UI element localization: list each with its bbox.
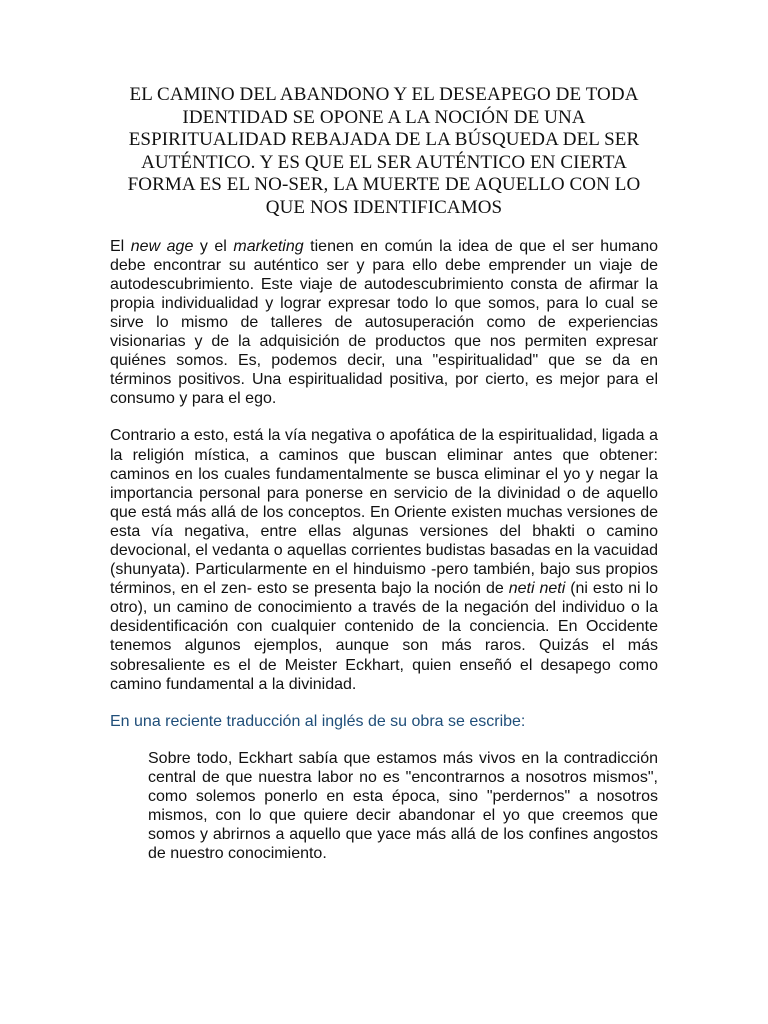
paragraph-text: (ni esto ni lo otro), un camino de conocimiento a través de la negación del individuo o la desidentificación con cualquier contenido de la conciencia. En Occidente tenemos algunos ejemplos, aunque son más raros. Quizás el más sobresaliente es el de Meister Eckhart, quien enseñó el desapego como camino fundamental a la divinidad.: [110, 580, 658, 693]
term-marketing: marketing: [233, 237, 304, 255]
paragraph-text: tienen en común la idea de que el ser humano debe encontrar su auténtico ser y para ello debe emprender un viaje de autodescubrimiento. Este viaje de autodescubrimiento consta de afirmar la propia individualidad y lograr expresar todo lo que somos, para lo cual se sirve lo mismo de talleres de autosuperación como de experiencias visionarias y de la adquisición de productos que nos permiten expresar quiénes somos. Es, podemos decir, una "espiritualidad" que se da en términos positivos. Una espiritualidad positiva, por cierto, es mejor para el consumo y para el ego.: [110, 237, 659, 408]
paragraph-text: y el: [193, 237, 234, 255]
paragraph-text: El: [110, 237, 131, 255]
document-title: EL CAMINO DEL ABANDONO Y EL DESEAPEGO DE TODA IDENTIDAD SE OPONE A LA NOCIÓN DE UNA ESPIRITUALIDAD REBAJADA DE LA BÚSQUEDA DEL SER AUTÉNTICO. Y ES QUE EL SER AUTÉNTICO EN CIERTA FORMA ES EL NO-SER, LA MUERTE DE AQUELLO CON LO QUE NOS IDENTIFICAMOS: [127, 84, 641, 218]
quote-intro: En una reciente traducción al inglés de su obra se escribe:: [110, 712, 526, 730]
document-page: [110, 84, 658, 863]
term-neti-neti: neti neti: [508, 580, 566, 598]
paragraph-via-negativa: [110, 426, 658, 693]
term-new-age: new age: [130, 237, 194, 255]
block-quote: Sobre todo, Eckhart sabía que estamos más vivos en la contradicción central de que nuestra labor no es "encontrarnos a nosotros mismos", como solemos ponerlo en esta época, sino "perdernos" a nosotros mismos, con lo que quiere decir abandonar el yo que creemos que somos y abrirnos a aquello que yace más allá de los confines angostos de nuestro conocimiento.: [148, 749, 658, 863]
paragraph-text: Contrario a esto, está la vía negativa o apofática de la espiritualidad, ligada a la religión mística, a caminos que buscan eliminar antes que obtener: caminos en los cuales fundamentalmente se busca eliminar el yo y negar la importancia personal para ponerse en servicio de la divinidad o de aquello que está más allá de los conceptos. En Oriente existen muchas versiones de esta vía negativa, entre ellas algunas versiones del bhakti o camino devocional, el vedanta o aquellas corrientes budistas basadas en la vacuidad (shunyata). Particularmente en el hinduismo -pero también, bajo sus propios términos, en el zen- esto se presenta bajo la noción de: [110, 427, 658, 598]
paragraph-new-age: [110, 237, 658, 409]
